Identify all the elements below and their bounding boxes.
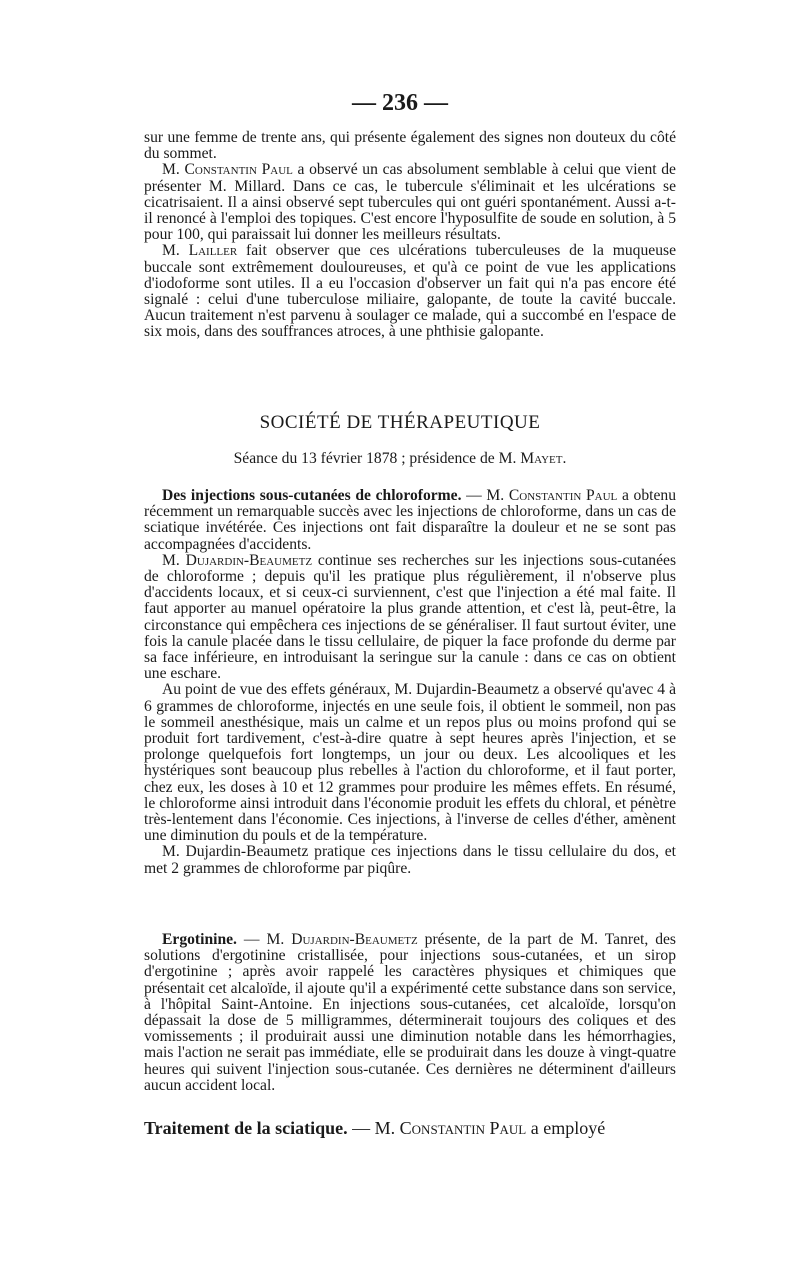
paragraph-text: présente, de la part de M. Tanret, des solutions d'ergotinine cristallisée, pour injections sous-cutanées, et un sirop d'ergotinine ; après avoir rappelé les caractères physiques et chimiques que présentait cet alcaloïde, il ajoute qu'il a expérimenté cette substance dans son service, à l'hôpital Saint-Antoine. En injections sous-cutanées, cet alcaloïde, lorsqu'on dépassait la dose de 5 milligrammes, déterminerait toujours des coliques et des vomissements ; il produirait aussi une diminution notable dans les hémorrhagies, mais l'action ne serait pas immédiate, elle se produirait dans les douze à vingt-quatre heures qui suivent l'injection sous-cutanée. Ces dernières ne déterminent d'ailleurs aucun accident local. <box>144 931 676 1094</box>
dash: — M. <box>236 931 292 948</box>
session-end: . <box>562 450 567 467</box>
page-number: — 236 — <box>352 90 448 116</box>
paragraph: sur une femme de trente ans, qui présente également des signes non douteux du côté du sommet. <box>144 129 676 163</box>
speaker-name: Constantin Paul <box>508 487 618 504</box>
session-line <box>0 450 800 468</box>
paragraph <box>144 243 676 340</box>
paragraph-text: fait observer que ces ulcérations tuberculeuses de la muqueuse buccale sont extrêmement douloureuses, et qu'à ce point de vue les applications d'iodoforme sont utiles. Il a eu l'occasion d'observer un fait qui n'a pas encore été signalé : celui d'une tuberculose miliaire, galopante, de toute la cavité buccale. Aucun traitement n'est parvenu à soulager ce malade, qui a succombé en l'espace de six mois, dans des souffrances atroces, à une phthisie galopante. <box>144 242 676 341</box>
paragraph <box>144 162 676 243</box>
section-title: Des injections sous-cutanées de chloroforme. <box>162 487 462 504</box>
speaker-name: M. Lailler <box>162 242 238 260</box>
paragraph <box>144 553 676 683</box>
paragraph-text: a obtenu récemment un remarquable succès avec les injections de chloroforme, dans un cas de sciatique invétérée. Ces injections ont fait disparaître la douleur et ne se sont pas accompagnées d'accidents. <box>144 487 676 553</box>
speaker-name: M. Constantin Paul <box>162 161 293 179</box>
speaker-name: Dujardin-Beaumetz <box>291 931 418 948</box>
paragraph-text: a employé <box>526 1118 606 1138</box>
society-heading: SOCIÉTÉ DE THÉRAPEUTIQUE <box>259 412 541 433</box>
speaker-name: Constantin Paul <box>399 1118 527 1138</box>
paragraph <box>144 932 676 1094</box>
dash: — M. <box>461 487 509 504</box>
session-text: Séance du 13 février 1878 ; présidence de M. <box>233 450 521 467</box>
section-title: Traitement de la sciatique. <box>144 1118 348 1138</box>
intro-section <box>144 130 676 341</box>
dash: — M. <box>347 1118 400 1138</box>
paragraph-text: continue ses recherches sur les injections sous-cutanées de chloroforme ; depuis qu'il les pratique plus régulièrement, il n'observe plus d'accidents locaux, et si ceux-ci surviennent, c'est que l'injection a été mal faite. Il faut apporter au manuel opératoire la plus grande attention, et c'est là, peut-être, la circonstance qui empêchera ces injections de se généraliser. Il faut surtout éviter, une fois la canule placée dans le tissu cellulaire, de piquer la face profonde du derme par sa face inférieure, en introduisant la seringue sur la canule : dans ce cas on obtient une eschare. <box>144 551 677 683</box>
paragraph: Au point de vue des effets généraux, M. Dujardin-Beaumetz a observé qu'avec 4 à 6 grammes de chloroforme, injectés en une seule fois, il obtient le sommeil, non pas le sommeil anesthésique, mais un calme et un repos plus ou moins profond qui se produit fort tardivement, c'est-à-dire quatre à sept heures après l'injection, et se prolonge quelquefois fort longtemps, un jour ou deux. Les alcooliques et les hystériques sont beaucoup plus rebelles à l'action du chloroforme, et il faut porter, chez eux, les doses à 10 et 12 grammes pour produire les mêmes effets. En résumé, le chloroforme ainsi introduit dans l'économie produit les effets du chloral, et pénètre très-lentement dans l'économie. Ces injections, à l'inverse de celles d'éther, amènent une diminution du pouls et de la température. <box>144 681 676 845</box>
paragraph-text: a observé un cas absolument semblable à celui que vient de présenter M. Millard. Dans ce cas, le tubercule s'éliminait et les ulcérations se cicatrisaient. Il a ainsi observé sept tubercules qui ont guéri spontanément. Aussi a-t-il renoncé à l'emploi des topiques. C'est encore l'hyposulfite de soude en solution, à 5 pour 100, qui paraissait lui donner les meilleurs résultats. <box>144 161 676 244</box>
speaker-name: M. Dujardin-Beaumetz <box>162 551 313 569</box>
section-chloroform <box>144 488 676 877</box>
paragraph <box>144 488 676 553</box>
section-title: Ergotinine. <box>162 931 237 948</box>
section-sciatique <box>144 1118 676 1139</box>
paragraph: M. Dujardin-Beaumetz pratique ces injections dans le tissu cellulaire du dos, et met 2 grammes de chloroforme par piqûre. <box>144 843 676 877</box>
section-ergotinine <box>144 932 676 1094</box>
president-name: Mayet <box>520 450 563 467</box>
